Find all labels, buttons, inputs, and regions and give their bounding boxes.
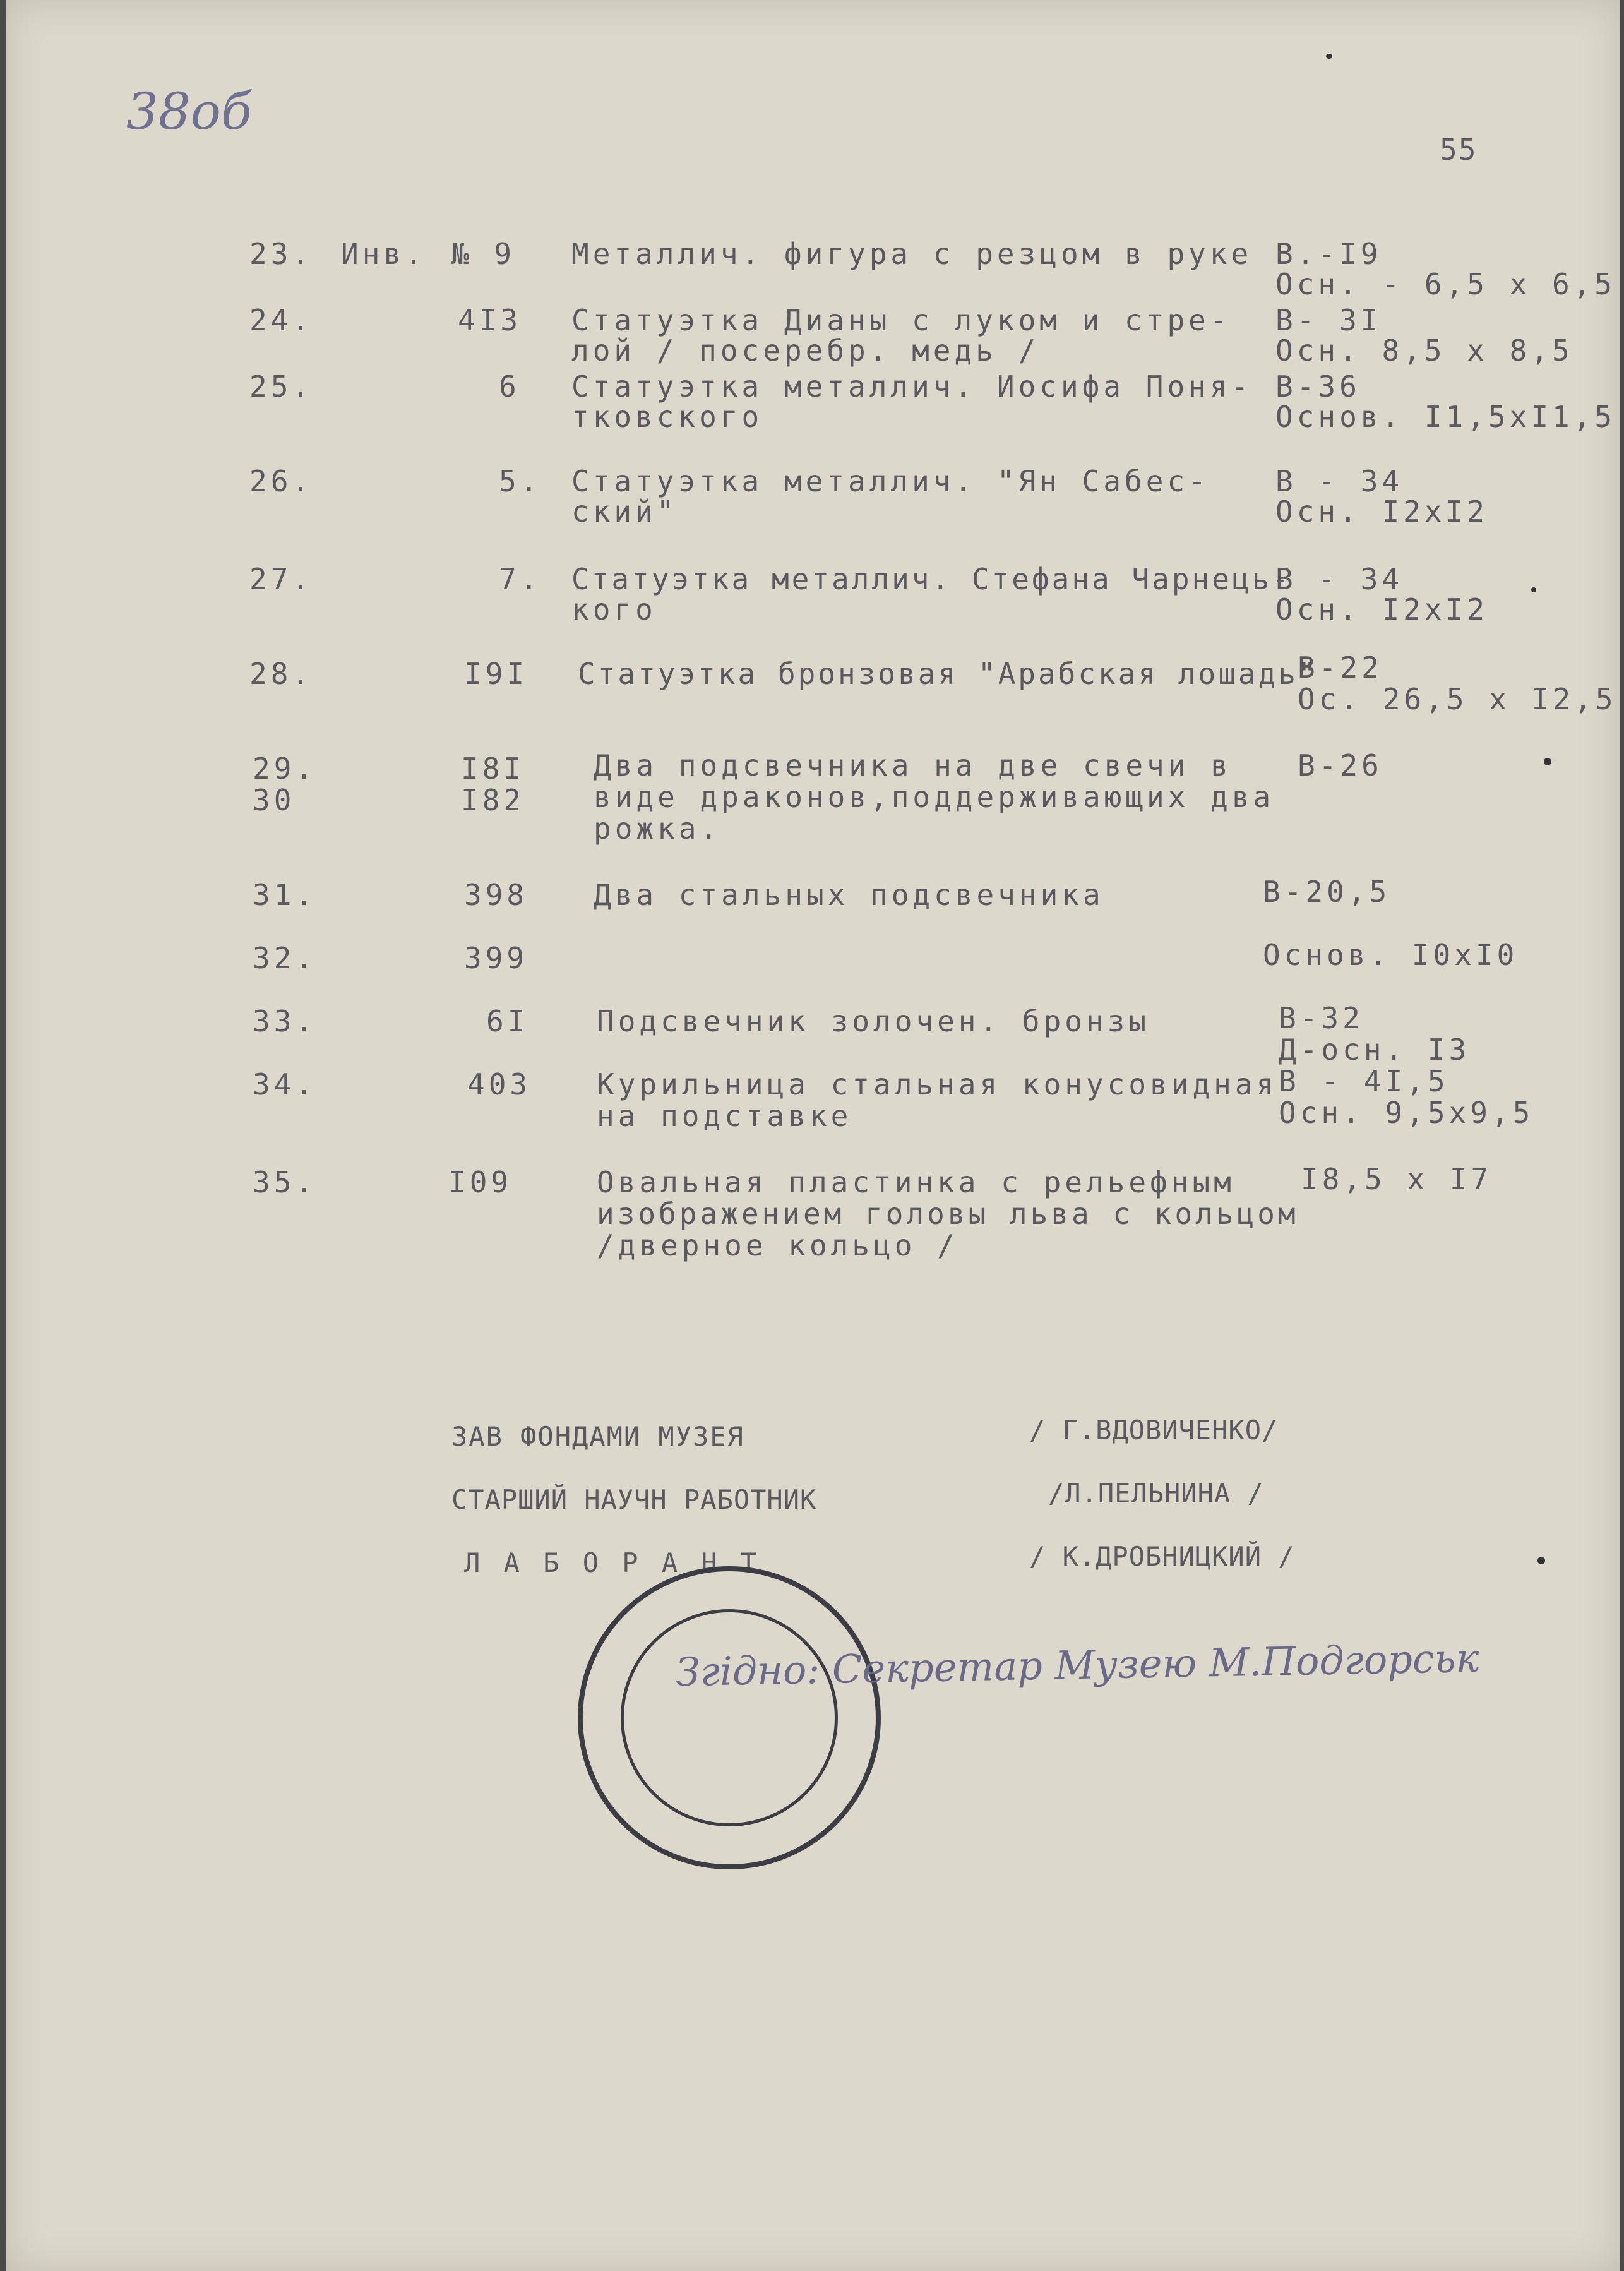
inventory-number: I8I (461, 752, 525, 786)
item-dimension: Осн. 8,5 х 8,5 (1275, 333, 1573, 368)
inventory-number: 403 (467, 1067, 532, 1101)
item-description: Овальная пластинка с рельефным (597, 1165, 1235, 1199)
round-seal (578, 1566, 881, 1869)
signature-name: / Г.ВДОВИЧЕНКО/ (1029, 1415, 1279, 1446)
row-number: 33. (253, 1004, 317, 1038)
paper-speck (1531, 587, 1536, 592)
item-dimension: Ос. 26,5 х I2,5 (1298, 682, 1617, 716)
item-description: изображением головы льва с кольцом (597, 1197, 1299, 1231)
item-description: Статуэтка Дианы с луком и стре- (571, 303, 1231, 337)
inventory-number: 6 (499, 369, 520, 404)
signature-name: / К.ДРОБНИЦКИЙ / (1029, 1541, 1295, 1572)
row-number: 31. (253, 878, 317, 912)
row-number: 24. (249, 303, 314, 337)
item-dimension: В-32 (1279, 1001, 1364, 1035)
item-description: рожка. (594, 812, 722, 846)
item-description: Статуэтка металлич. Иосифа Поня- (571, 369, 1253, 404)
item-dimension: В - 34 (1275, 464, 1404, 498)
item-dimension: I8,5 х I7 (1301, 1162, 1493, 1196)
item-dimension: В-22 (1298, 650, 1383, 685)
item-dimension: В- 3I (1275, 303, 1382, 337)
item-dimension: Осн. 9,5х9,5 (1279, 1096, 1534, 1130)
inventory-prefix: Инв. (341, 237, 426, 271)
item-dimension: Осн. I2хI2 (1275, 494, 1488, 529)
row-number: 23. (249, 237, 314, 271)
signature-name: /Л.ПЕЛЬНИНА / (1048, 1478, 1264, 1509)
row-number: 29. (253, 752, 317, 786)
signature-title: ЗАВ ФОНДАМИ МУЗЕЯ (451, 1421, 744, 1452)
item-description: ский" (571, 494, 678, 529)
round-seal-inner-ring (621, 1609, 838, 1826)
inventory-number: 6I (486, 1004, 529, 1038)
item-description: кого (571, 592, 657, 626)
inventory-number: № 9 (451, 237, 516, 271)
item-dimension: Осн. - 6,5 х 6,5 (1275, 267, 1616, 301)
inventory-number: 5. (499, 464, 542, 498)
row-number: 35. (253, 1165, 317, 1199)
signature-title: СТАРШИЙ НАУЧН РАБОТНИК (451, 1484, 817, 1515)
row-number: 26. (249, 464, 314, 498)
row-number: 34. (253, 1067, 317, 1101)
item-dimension: В-26 (1298, 748, 1383, 782)
row-number: 32. (253, 941, 317, 975)
inventory-number: I9I (464, 657, 528, 691)
item-description: Металлич. фигура с резцом в руке (571, 237, 1253, 271)
item-dimension: В.-I9 (1275, 237, 1382, 271)
item-description: Статуэтка бронзовая "Арабская лошадь" (578, 657, 1318, 691)
item-description: виде драконов,поддерживающих два (594, 780, 1275, 814)
item-dimension: В - 34 (1275, 562, 1404, 596)
item-description: Статуэтка металлич. "Ян Сабес- (571, 464, 1210, 498)
inventory-number: I82 (461, 783, 525, 817)
item-dimension: В-20,5 (1263, 875, 1391, 909)
document-page (6, 0, 1620, 2271)
item-description: Два подсвечника на две свечи в (594, 748, 1232, 782)
item-description: на подставке (597, 1099, 852, 1133)
item-description: Курильница стальная конусовидная (597, 1067, 1278, 1101)
inventory-number: 4I3 (458, 303, 522, 337)
inventory-number: I09 (448, 1165, 513, 1199)
row-number: 30 (253, 783, 296, 817)
corner-note: 38об (126, 82, 252, 141)
item-dimension: В - 4I,5 (1279, 1064, 1449, 1098)
item-description: тковского (571, 400, 763, 434)
row-number: 27. (249, 562, 314, 596)
signature-title: Л А Б О Р А Н Т (464, 1547, 761, 1578)
row-number: 28. (249, 657, 314, 691)
item-description: /дверное кольцо / (597, 1228, 958, 1262)
item-dimension: Основ. I1,5хI1,5 (1275, 400, 1616, 434)
item-description: Подсвечник золочен. бронзы (597, 1004, 1150, 1038)
paper-speck (1537, 1557, 1545, 1564)
paper-speck (1544, 758, 1551, 765)
item-description: Два стальных подсвечника (594, 878, 1104, 912)
page-number: 55 (1440, 133, 1478, 167)
paper-speck (1326, 54, 1332, 59)
inventory-number: 7. (499, 562, 542, 596)
item-dimension: Основ. I0хI0 (1263, 938, 1519, 972)
item-dimension: Осн. I2хI2 (1275, 592, 1488, 626)
item-dimension: В-36 (1275, 369, 1361, 404)
item-dimension: Д-осн. I3 (1279, 1033, 1471, 1067)
row-number: 25. (249, 369, 314, 404)
item-description: Статуэтка металлич. Стефана Чарнець- (571, 562, 1292, 596)
item-description: лой / посеребр. медь / (571, 333, 1040, 368)
certification-note: Згідно: Секретар Музею М.Подгорськ (675, 1634, 1480, 1696)
inventory-number: 399 (464, 941, 528, 975)
inventory-number: 398 (464, 878, 528, 912)
